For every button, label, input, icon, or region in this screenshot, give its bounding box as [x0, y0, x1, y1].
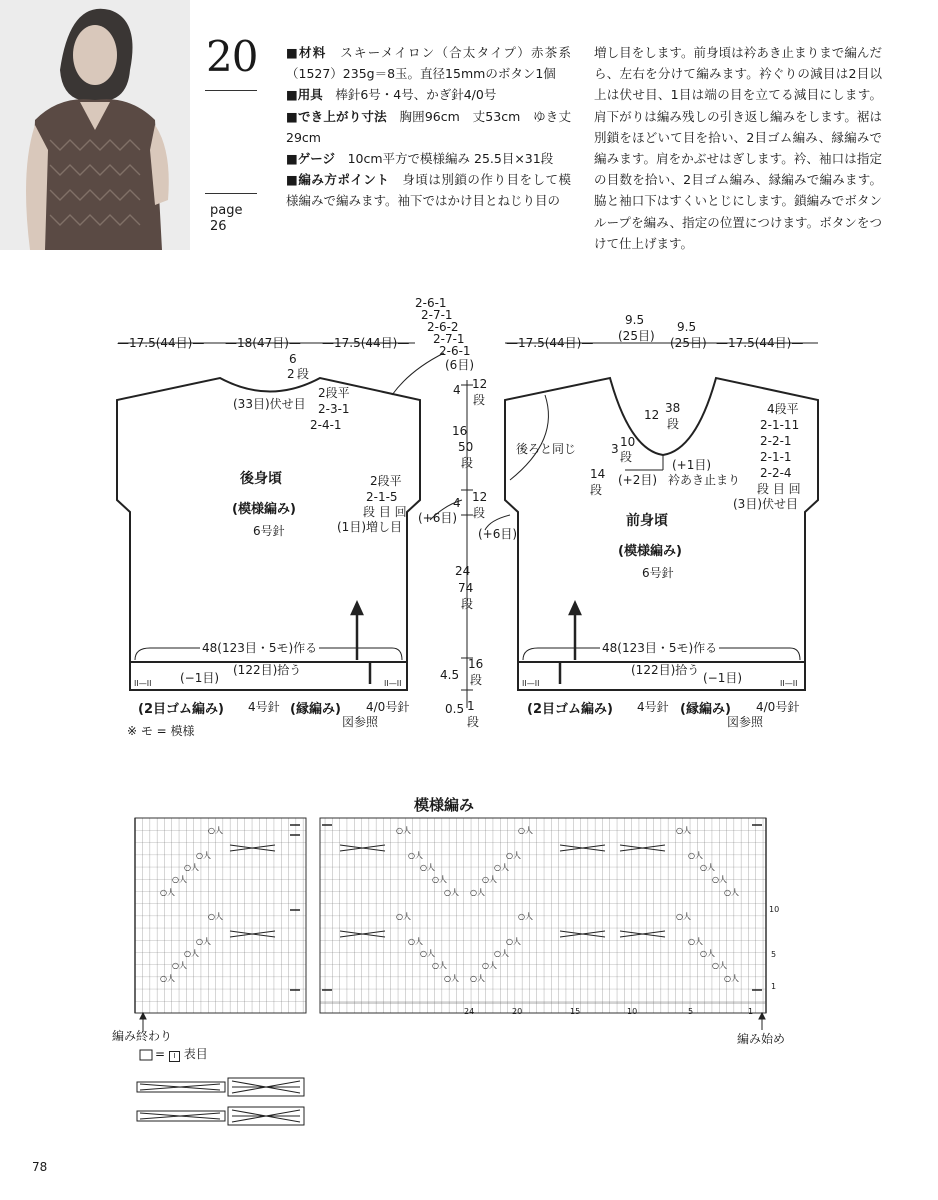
row-number-10: 10: [769, 905, 780, 914]
front-see-chart: 図参照: [727, 715, 764, 729]
svg-text:○人: ○人: [724, 888, 739, 897]
center-dim-4-rows: 16: [468, 657, 484, 671]
center-dim-1-unit: 段: [461, 456, 474, 470]
svg-text:○人: ○人: [432, 961, 447, 970]
points-text: 身頃は別鎖の作り目をして模様編みで編みます。袖下ではかけ目とねじり目の: [286, 172, 571, 209]
row-number-1: 1: [771, 982, 777, 991]
back-top-dim-1: —17.5(44目)—: [117, 336, 205, 350]
center-dim-1-cm: 16: [452, 424, 468, 438]
front-dim-right: 17.5(44目): [728, 336, 792, 350]
svg-text:○人: ○人: [408, 937, 423, 946]
back-needle: 6号針: [253, 524, 285, 538]
front-top-dim-1: —17.5(44目)—: [506, 336, 594, 350]
front-neck-row-unit: 段: [667, 417, 680, 431]
gauge-text: 10cm平方で模様編み 25.5目×31段: [347, 151, 554, 167]
svg-text:○人: ○人: [172, 961, 187, 970]
footnote: ※ モ = 模様: [127, 724, 195, 738]
front-step-b-unit: 段: [590, 483, 603, 497]
description-column-1: [286, 42, 571, 212]
back-dim-center: 18(47目): [237, 336, 289, 350]
svg-text:○人: ○人: [444, 888, 459, 897]
back-title: 後身頃: [240, 471, 282, 487]
model-illustration: [0, 0, 190, 250]
shoulder-step-4: 2-6-1: [439, 344, 471, 358]
svg-text:○人: ○人: [396, 826, 411, 835]
size-heading: ■でき上がり寸法: [286, 108, 387, 124]
center-dim-2-rows: 12: [472, 490, 488, 504]
center-dim-2-cm: 4: [453, 496, 461, 510]
back-edge: (縁編み): [290, 702, 341, 717]
back-cast-on: 48(123目・5モ)作る: [202, 641, 318, 655]
center-dim-3-unit: 段: [461, 597, 474, 611]
back-neck-step-1: 2-3-1: [318, 402, 350, 416]
materials-text: スキーメイロン（合太タイプ）赤茶系（1527）235g＝8玉。直径15mmのボタン1個: [286, 45, 571, 82]
shoulder-step-5: (6目): [445, 358, 474, 372]
svg-text:○人: ○人: [470, 888, 485, 897]
col-number-24: 24: [464, 1007, 475, 1016]
svg-text:○人: ○人: [184, 863, 199, 872]
front-step-a-cm: 3: [611, 442, 619, 456]
back-inc-step-0: 2段平: [370, 474, 402, 488]
svg-text:○人: ○人: [712, 961, 727, 970]
center-plus-right: (+6目): [478, 527, 518, 541]
svg-text:○人: ○人: [208, 912, 223, 921]
front-bind-off: (3目)伏せ目: [733, 497, 798, 511]
front-top-dim-6: —17.5(44目)—: [716, 336, 804, 350]
front-step-a-rows: 10: [620, 435, 636, 449]
chart-title: 模様編み: [414, 796, 475, 814]
svg-text:○人: ○人: [518, 912, 533, 921]
svg-text:○人: ○人: [688, 937, 703, 946]
front-top-dim-2: 9.5: [625, 313, 645, 327]
svg-text:○人: ○人: [172, 875, 187, 884]
front-plus-two: (+2目): [618, 473, 658, 487]
row-number-5: 5: [771, 950, 777, 959]
center-dim-3-rows: 74: [458, 581, 474, 595]
front-ribbing-needle: 4号針: [637, 700, 669, 714]
center-dim-5-rows: 1: [467, 699, 475, 713]
front-step-b-rows: 14: [590, 467, 606, 481]
materials-heading: ■材料: [286, 45, 327, 60]
svg-text:II—II: II—II: [134, 679, 152, 688]
col-number-10: 10: [627, 1007, 638, 1016]
svg-text:○人: ○人: [420, 863, 435, 872]
front-placket-stop: 衿あき止まり: [668, 473, 741, 487]
center-dim-4-unit: 段: [470, 673, 483, 687]
center-dim-4-cm: 4.5: [440, 668, 460, 682]
cable-legend-1: [137, 1078, 304, 1096]
svg-text:○人: ○人: [724, 974, 739, 983]
chart-start-label: 編み始め: [737, 1032, 786, 1046]
center-dim-5-unit: 段: [467, 715, 480, 729]
shoulder-step-1: 2-7-1: [421, 308, 453, 322]
center-dim-1-rows: 50: [458, 440, 474, 454]
back-dim-right: 17.5(44目): [334, 336, 398, 350]
svg-text:○人: ○人: [196, 937, 211, 946]
svg-text:II—II: II—II: [522, 679, 540, 688]
pattern-number: 20: [206, 32, 258, 81]
center-dim-3-cm: 24: [455, 564, 471, 578]
svg-text:○人: ○人: [482, 961, 497, 970]
chart-end-label: 編み終わり: [112, 1029, 173, 1043]
front-pick-up: (122目)拾う: [631, 663, 700, 677]
front-top-dim-3: (25目): [618, 329, 655, 343]
col-number-15: 15: [570, 1007, 581, 1016]
back-ribbing-needle: 4号針: [248, 700, 280, 714]
svg-text:○人: ○人: [160, 974, 175, 983]
svg-text:○人: ○人: [208, 826, 223, 835]
svg-text:○人: ○人: [700, 863, 715, 872]
front-neck-step-0: 4段平: [767, 402, 799, 416]
svg-text:○人: ○人: [160, 888, 175, 897]
svg-text:○人: ○人: [518, 826, 533, 835]
front-plus-one: (+1目): [672, 458, 712, 472]
gauge-heading: ■ゲージ: [286, 151, 336, 167]
svg-text:○人: ○人: [432, 875, 447, 884]
back-pick-up: (122目)拾う: [233, 663, 302, 677]
points-continued: 増し目をします。前身頃は衿あき止まりまで編んだら、左右を分けて編みます。衿ぐりの減目は2目以上は伏せ目、1目は端の目を立てる減目にします。肩下がりは編み残しの引き返し編みをします。裾は別鎖をほどいて目を拾い、2目ゴム編み、縁編みで編みます。肩をかぶせはぎします。衿、袖口は指定の目数を拾い、2目ゴム編み、縁編みで編みます。脇と袖口下はすくいとじにします。鎖編みでボタンループを編み、指定の位置につけます。ボタンをつけて仕上げます。: [594, 45, 882, 251]
size-text: 胸囲96cm 丈53cm ゆき丈29cm: [286, 108, 571, 145]
model-photo: [0, 0, 190, 250]
center-plus-left: (+6目): [418, 511, 458, 525]
svg-text:○人: ○人: [506, 851, 521, 860]
page-reference: [210, 203, 242, 235]
svg-text:○人: ○人: [408, 851, 423, 860]
front-ribbing: (2目ゴム編み): [527, 702, 613, 717]
back-dec-one: (−1目): [180, 671, 220, 685]
col-number-5: 5: [688, 1007, 694, 1016]
svg-text:○人: ○人: [396, 912, 411, 921]
svg-text:○人: ○人: [494, 863, 509, 872]
stitch-chart: [0, 810, 938, 1130]
back-neck-rows-b: 2: [287, 367, 295, 381]
number-rule: [205, 90, 257, 91]
svg-text:○人: ○人: [470, 974, 485, 983]
svg-text:○人: ○人: [184, 949, 199, 958]
front-cast-on: 48(123目・5モ)作る: [602, 641, 718, 655]
page-label: page: [210, 203, 243, 218]
front-edge-hook: 4/0号針: [756, 700, 800, 714]
center-dim-2-unit: 段: [473, 506, 486, 520]
front-top-dim-4: 9.5: [677, 320, 697, 334]
tools-text: 棒針6号・4号、かぎ針4/0号: [335, 87, 497, 103]
tools-heading: ■用具: [286, 87, 323, 103]
col-number-1: 1: [748, 1007, 754, 1016]
svg-text:○人: ○人: [712, 875, 727, 884]
svg-text:○人: ○人: [688, 851, 703, 860]
col-number-20: 20: [512, 1007, 523, 1016]
back-neck-rows-a: 6: [289, 352, 297, 366]
legend-knit-text: 表目: [183, 1047, 208, 1061]
cable-legend-2: [137, 1107, 304, 1125]
front-edge: (縁編み): [680, 702, 731, 717]
svg-text:○人: ○人: [444, 974, 459, 983]
svg-text:○人: ○人: [420, 949, 435, 958]
svg-text:○人: ○人: [506, 937, 521, 946]
center-dim-0-cm: 4: [453, 383, 461, 397]
back-neck-row-unit: 段: [297, 367, 310, 381]
front-title: 前身頃: [626, 513, 668, 529]
svg-text:II—II: II—II: [384, 679, 402, 688]
back-neck-step-0: 2段平: [318, 386, 350, 400]
svg-text:○人: ○人: [494, 949, 509, 958]
svg-text:II—II: II—II: [780, 679, 798, 688]
page-footer-number: 78: [32, 1160, 48, 1174]
svg-text:○人: ○人: [676, 912, 691, 921]
front-stitch: (模様編み): [618, 544, 682, 559]
front-neck-step-1: 2-1-11: [760, 418, 800, 432]
center-dim-0-unit: 段: [473, 393, 486, 407]
back-top-dim-3: —17.5(44目)—: [322, 336, 410, 350]
front-neck-step-5: 段 目 回: [757, 482, 801, 496]
page-number: 26: [210, 219, 227, 234]
center-dim-0-rows: 12: [472, 377, 488, 391]
back-see-chart: 図参照: [342, 715, 379, 729]
shoulder-step-3: 2-7-1: [433, 332, 465, 346]
front-neck-depth: 12: [644, 408, 660, 422]
page-rule: [205, 193, 257, 194]
description-column-2: [594, 42, 882, 254]
front-same-as-back: 後ろと同じ: [516, 442, 577, 456]
svg-text:○人: ○人: [482, 875, 497, 884]
shoulder-step-2: 2-6-2: [427, 320, 459, 334]
front-neck-step-4: 2-2-4: [760, 466, 792, 480]
svg-text:○人: ○人: [676, 826, 691, 835]
back-stitch: (模様編み): [232, 502, 296, 517]
front-needle: 6号針: [642, 566, 674, 580]
svg-text:○人: ○人: [700, 949, 715, 958]
front-dec-one: (−1目): [703, 671, 743, 685]
svg-text:○人: ○人: [196, 851, 211, 860]
legend-knit: = I 表目: [155, 1047, 208, 1061]
back-neck-step-2: 2-4-1: [310, 418, 342, 432]
back-dim-left: 17.5(44目): [129, 336, 193, 350]
front-neck-step-2: 2-2-1: [760, 434, 792, 448]
back-inc-step-2: 段 目 回: [363, 505, 407, 519]
front-dim-left: 17.5(44目): [518, 336, 582, 350]
back-inc-step-1: 2-1-5: [366, 490, 398, 504]
front-top-dim-5: (25目): [670, 336, 707, 350]
shoulder-step-0: 2-6-1: [415, 296, 447, 310]
points-heading: ■編み方ポイント: [286, 172, 390, 188]
back-edge-hook: 4/0号針: [366, 700, 410, 714]
back-bind-off: (33目)伏せ目: [233, 397, 306, 411]
front-neck-step-3: 2-1-1: [760, 450, 792, 464]
front-step-a-unit: 段: [620, 450, 633, 464]
back-inc-note: (1目)増し目: [337, 520, 402, 534]
front-neck-rows: 38: [665, 401, 681, 415]
center-dim-5-cm: 0.5: [445, 702, 465, 716]
back-top-dim-2: —18(47目)—: [225, 336, 301, 350]
back-ribbing: (2目ゴム編み): [138, 702, 224, 717]
